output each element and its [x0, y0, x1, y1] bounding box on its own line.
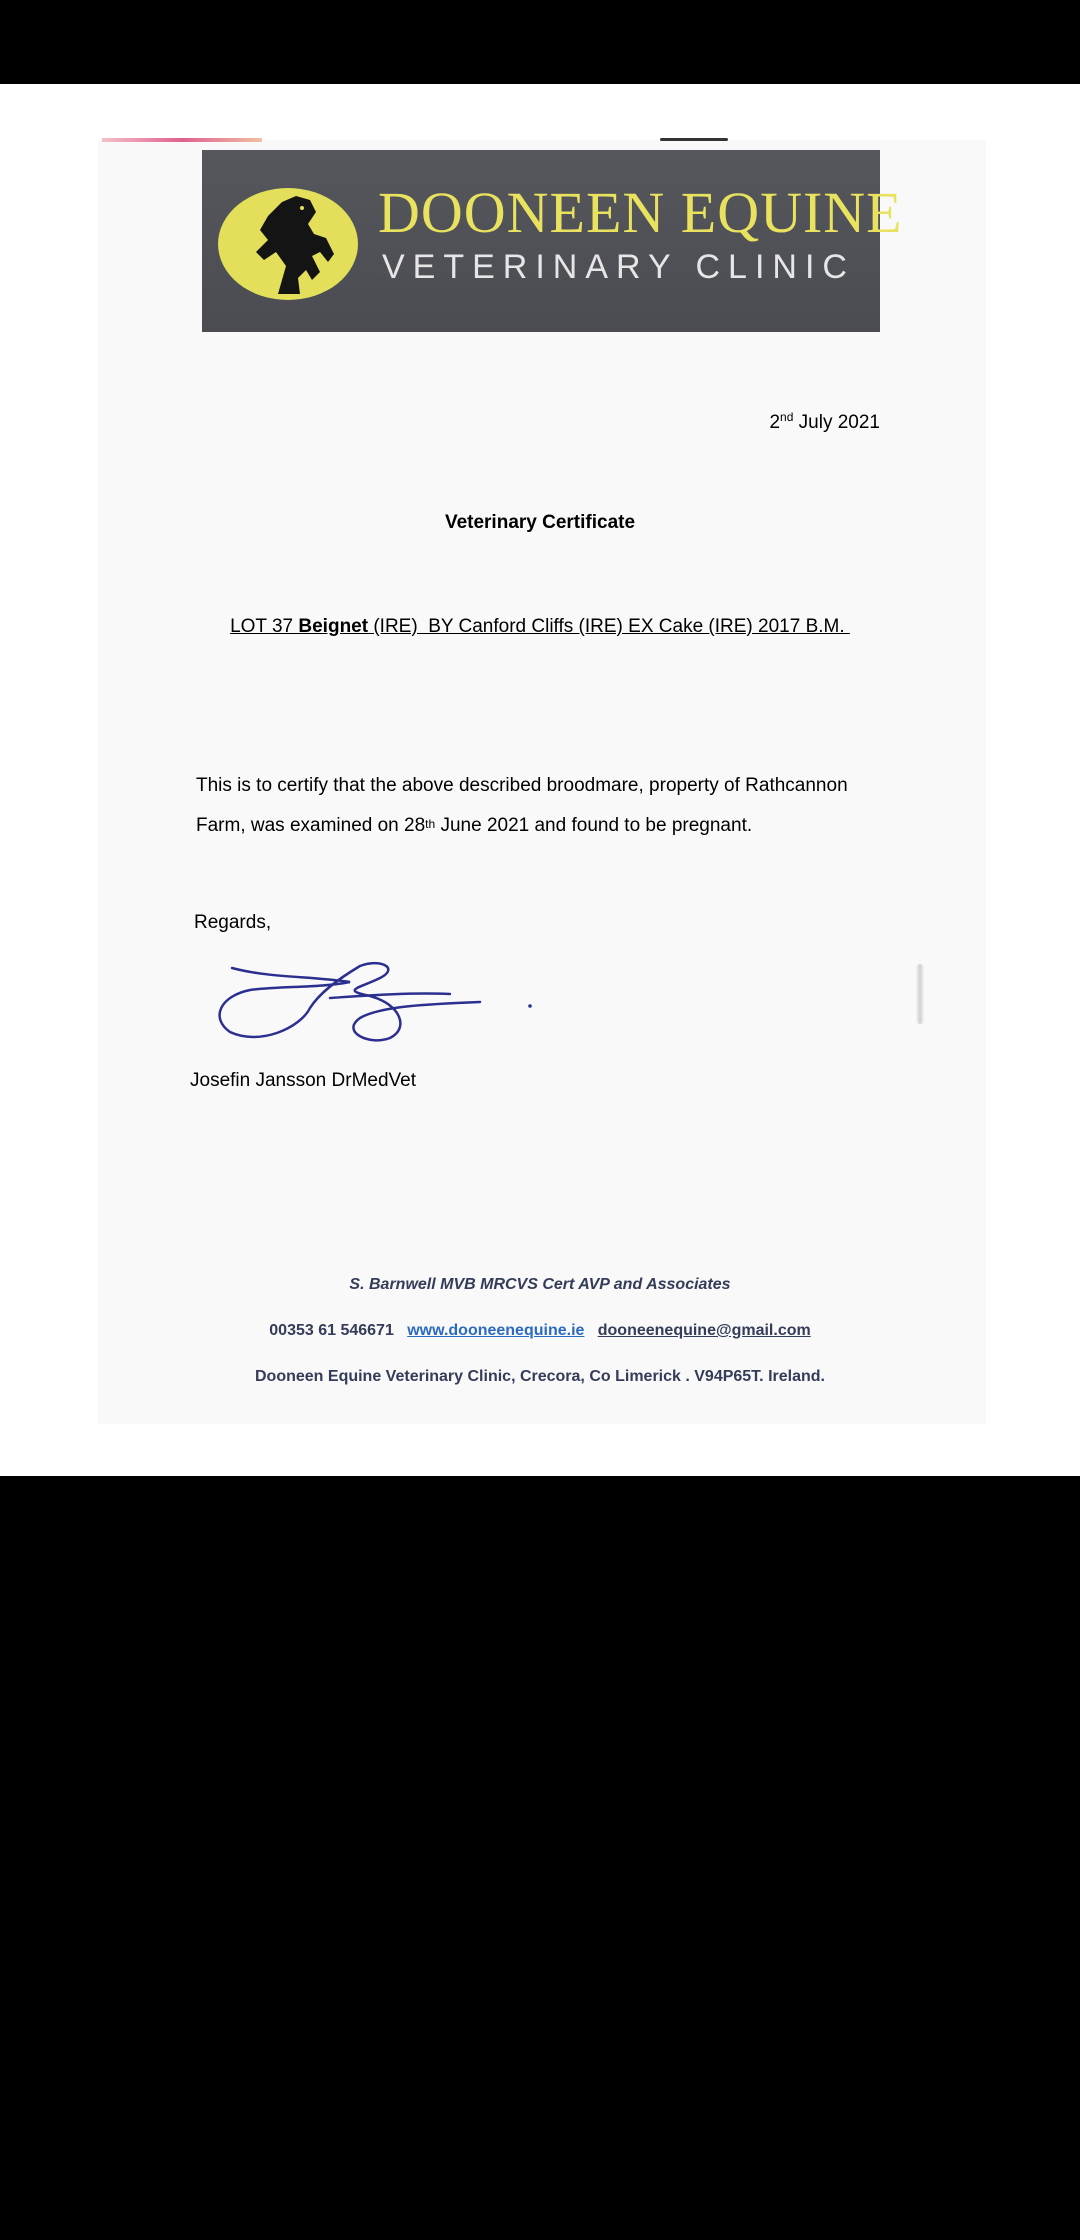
- footer-address: Dooneen Equine Veterinary Clinic, Crecora, Co Limerick . V94P65T. Ireland.: [255, 1368, 825, 1385]
- document-title: Veterinary Certificate: [444, 512, 636, 533]
- signature: [210, 948, 550, 1048]
- lot-name: Beignet: [298, 616, 369, 637]
- footer-phone: 00353 61 546671: [269, 1322, 394, 1339]
- letterhead-banner: [202, 150, 903, 332]
- lot-prefix: LOT 37: [230, 616, 299, 637]
- footer-associates: S. Barnwell MVB MRCVS Cert AVP and Associates: [349, 1276, 731, 1293]
- certificate-body: [196, 766, 896, 846]
- lot-rest: (IRE) BY Canford Cliffs (IRE) EX Cake (IRE) 2017 B.M.: [368, 616, 850, 637]
- paper-crease: [916, 964, 924, 1024]
- paper-edge-mark: [102, 138, 262, 142]
- date-rest: July 2021: [793, 412, 880, 433]
- paper-edge-mark: [660, 138, 728, 141]
- horse-logo-icon: [216, 182, 364, 304]
- body-part-1: This is to certify that the above described broodmare, property of Rathcannon Farm, was examined on 28: [196, 775, 848, 836]
- signer-name: Josefin Jansson DrMedVet: [190, 1070, 417, 1091]
- body-suffix: th: [425, 817, 436, 831]
- footer-contact: [0, 1322, 1080, 1340]
- body-part-2: June 2021 and found to be pregnant.: [435, 815, 753, 836]
- clinic-subtitle: VETERINARY CLINIC: [382, 248, 855, 286]
- footer-website-link[interactable]: www.dooneenequine.ie: [407, 1322, 585, 1339]
- letter-date: [769, 412, 880, 434]
- lot-description: [0, 616, 1080, 638]
- regards: Regards,: [194, 912, 272, 933]
- clinic-name: DOONEEN EQUINE: [378, 180, 903, 245]
- date-suffix: nd: [780, 410, 794, 424]
- date-day: 2: [769, 412, 781, 433]
- footer-email-link[interactable]: dooneenequine@gmail.com: [597, 1322, 811, 1339]
